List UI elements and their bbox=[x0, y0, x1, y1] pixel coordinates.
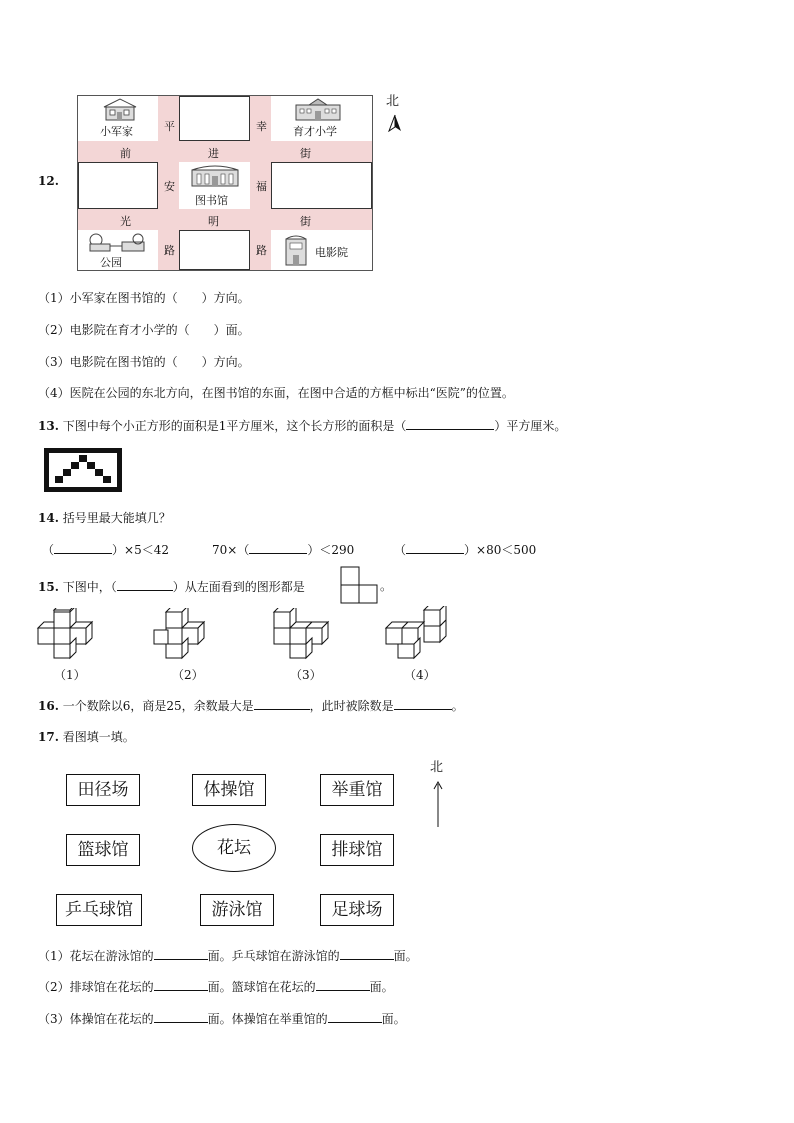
q17-item-3-c: 面。 bbox=[381, 1012, 406, 1026]
q17-title bbox=[38, 729, 135, 745]
q12-item-2: （2）电影院在育才小学的（ ）面。 bbox=[38, 323, 250, 337]
q15-text-a: 下图中，（ bbox=[62, 580, 117, 594]
road-char: 福 bbox=[256, 180, 267, 193]
q12-north-label: 北 bbox=[386, 94, 400, 109]
label-xiaojunjia: 小军家 bbox=[100, 125, 133, 138]
q17-item-3 bbox=[38, 1010, 406, 1027]
library-icon bbox=[189, 164, 241, 188]
q17-item-2-a: （2）排球馆在花坛的 bbox=[38, 980, 154, 994]
q17-item-2 bbox=[38, 978, 394, 995]
q17-item-1-c: 面。 bbox=[393, 949, 418, 963]
q17-north-label: 北 bbox=[430, 760, 444, 775]
road-char: 明 bbox=[208, 215, 219, 228]
q14-e3-close: ）×80＜500 bbox=[464, 543, 537, 557]
q14-e3-open: （ bbox=[394, 543, 407, 557]
q14-e1-open: （ bbox=[42, 543, 55, 557]
q12-item-1: （1）小军家在图书馆的（ ）方向。 bbox=[38, 291, 250, 305]
q17-item-2-blank-2[interactable] bbox=[316, 978, 370, 991]
cube-figure-1 bbox=[36, 608, 104, 660]
road-char: 幸 bbox=[256, 120, 267, 133]
q17-item-3-blank-2[interactable] bbox=[328, 1010, 382, 1023]
cell-empty-2[interactable] bbox=[78, 162, 158, 209]
road-char: 街 bbox=[300, 147, 311, 160]
cell-library bbox=[179, 162, 250, 209]
q14-expr-2 bbox=[212, 541, 354, 558]
q14-e2-close: ）＜290 bbox=[307, 543, 355, 557]
q14-title-text: 括号里最大能填几？ bbox=[62, 511, 171, 525]
q15-answer-blank[interactable] bbox=[117, 578, 173, 591]
q15-text-c: 。 bbox=[380, 579, 393, 593]
q12-number: 12. bbox=[38, 174, 59, 188]
place-zuqiu: 足球场 bbox=[320, 894, 394, 926]
q17-item-2-blank-1[interactable] bbox=[154, 978, 208, 991]
q17-item-3-a: （3）体操馆在花坛的 bbox=[38, 1012, 154, 1026]
q14-number: 14. bbox=[38, 511, 59, 525]
q14-e1-close: ）×5＜42 bbox=[112, 543, 169, 557]
road-char: 路 bbox=[256, 244, 267, 257]
place-youyong: 游泳馆 bbox=[200, 894, 274, 926]
park-icon bbox=[86, 232, 148, 252]
road-char: 前 bbox=[120, 147, 131, 160]
road-char: 路 bbox=[164, 244, 175, 257]
q17-north-arrow-icon bbox=[432, 780, 444, 828]
road-char: 平 bbox=[164, 120, 175, 133]
q13-text-a: 下图中每个小正方形的面积是1平方厘米，这个长方形的面积是（ bbox=[62, 419, 407, 433]
cinema-icon bbox=[283, 233, 309, 267]
cell-empty-3[interactable] bbox=[271, 162, 372, 209]
q13-number: 13. bbox=[38, 419, 59, 433]
road-char: 光 bbox=[120, 215, 131, 228]
q14-e2-open: 70×（ bbox=[212, 543, 250, 557]
label-park: 公园 bbox=[100, 256, 122, 269]
cube-label-1: （1） bbox=[54, 668, 86, 682]
q16-question bbox=[38, 697, 464, 714]
cell-empty-4[interactable] bbox=[179, 230, 250, 270]
q13-rectangle-figure bbox=[44, 448, 122, 492]
q14-e2-blank[interactable] bbox=[249, 541, 307, 554]
north-arrow-icon bbox=[388, 114, 402, 132]
place-ticao: 体操馆 bbox=[192, 774, 266, 806]
q13-text-b: ）平方厘米。 bbox=[494, 419, 567, 433]
q15-text-b: ）从左面看到的图形都是 bbox=[172, 580, 305, 594]
q17-number: 17. bbox=[38, 730, 59, 744]
q17-title-text: 看图填一填。 bbox=[62, 730, 135, 744]
q17-item-2-b: 面。篮球馆在花坛的 bbox=[207, 980, 316, 994]
q15-number: 15. bbox=[38, 580, 59, 594]
road-char: 进 bbox=[208, 147, 219, 160]
q14-expr-3 bbox=[394, 541, 536, 558]
place-paiqiu: 排球馆 bbox=[320, 834, 394, 866]
label-yucai: 育才小学 bbox=[293, 125, 337, 138]
cube-label-2: （2） bbox=[172, 668, 204, 682]
road-char: 安 bbox=[164, 180, 175, 193]
q17-item-1-b: 面。乒乓球馆在游泳馆的 bbox=[207, 949, 340, 963]
cube-figure-4 bbox=[384, 606, 456, 660]
q16-number: 16. bbox=[38, 699, 59, 713]
q13-answer-blank[interactable] bbox=[406, 417, 494, 430]
cube-label-3: （3） bbox=[290, 668, 322, 682]
house-icon bbox=[100, 97, 140, 121]
q16-text-a: 一个数除以6，商是25，余数最大是 bbox=[62, 699, 254, 713]
q17-item-3-blank-1[interactable] bbox=[154, 1010, 208, 1023]
q15-left-view-figure bbox=[340, 566, 380, 604]
place-lanqiu: 篮球馆 bbox=[66, 834, 140, 866]
q16-text-b: ，此时被除数是 bbox=[309, 699, 394, 713]
q16-blank-2[interactable] bbox=[394, 697, 452, 710]
place-juzhong: 举重馆 bbox=[320, 774, 394, 806]
q13-question bbox=[38, 417, 566, 434]
q14-expr-1 bbox=[42, 541, 169, 558]
cube-figure-2 bbox=[152, 608, 220, 660]
q16-text-c: 。 bbox=[451, 699, 464, 713]
q17-item-1-blank-1[interactable] bbox=[154, 947, 208, 960]
q17-item-2-c: 面。 bbox=[369, 980, 394, 994]
cube-figure-3 bbox=[270, 608, 342, 660]
q17-item-1 bbox=[38, 947, 418, 964]
cell-park bbox=[78, 230, 158, 270]
place-huatan: 花坛 bbox=[192, 824, 276, 872]
label-cinema: 电影院 bbox=[315, 246, 348, 259]
q12-item-3: （3）电影院在图书馆的（ ）方向。 bbox=[38, 355, 250, 369]
q12-item-4: （4）医院在公园的东北方向，在图书馆的东面，在图中合适的方框中标出“医院”的位置。 bbox=[38, 386, 514, 400]
cell-empty-1[interactable] bbox=[179, 96, 250, 141]
q17-item-1-blank-2[interactable] bbox=[340, 947, 394, 960]
school-icon bbox=[293, 97, 343, 121]
q14-e1-blank[interactable] bbox=[54, 541, 112, 554]
cell-yucai bbox=[271, 96, 372, 141]
q17-item-3-b: 面。体操馆在举重馆的 bbox=[207, 1012, 328, 1026]
q14-title bbox=[38, 510, 171, 526]
cell-xiaojunjia bbox=[78, 96, 158, 141]
road-char: 街 bbox=[300, 215, 311, 228]
cube-label-4: （4） bbox=[404, 668, 436, 682]
place-tianjing: 田径场 bbox=[66, 774, 140, 806]
q12-map bbox=[77, 95, 373, 271]
cell-cinema bbox=[271, 230, 372, 270]
q16-blank-1[interactable] bbox=[254, 697, 310, 710]
label-library: 图书馆 bbox=[195, 194, 228, 207]
place-pingpang: 乒乓球馆 bbox=[56, 894, 142, 926]
q17-item-1-a: （1）花坛在游泳馆的 bbox=[38, 949, 154, 963]
q14-e3-blank[interactable] bbox=[406, 541, 464, 554]
q15-question bbox=[38, 578, 305, 595]
